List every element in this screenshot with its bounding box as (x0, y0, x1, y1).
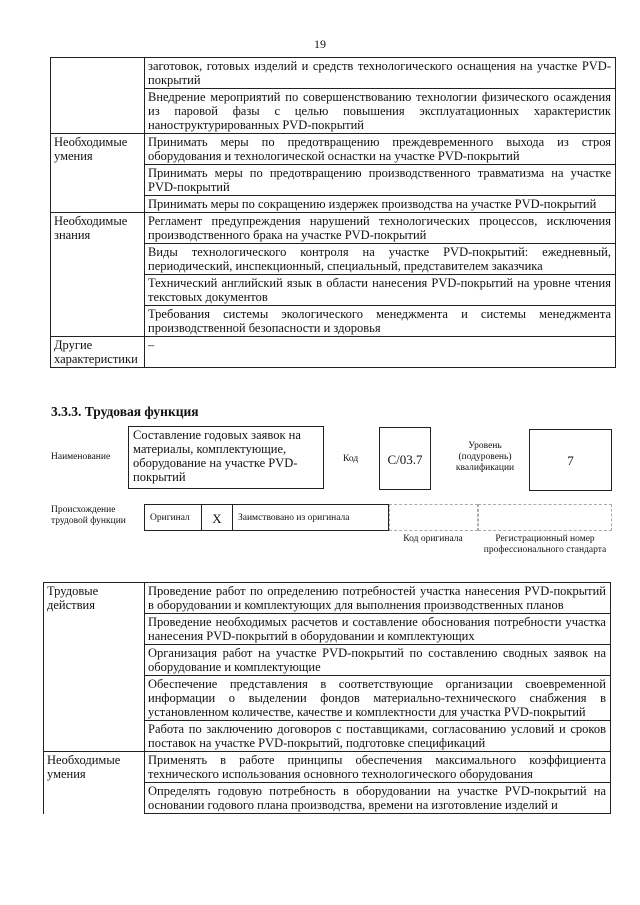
row-text: Организация работ на участке PVD-покрытий по составлению сводных заявок на оборудование и комплектующие (145, 645, 611, 676)
table-row (51, 58, 616, 89)
row-label (51, 244, 145, 275)
reg-number-caption: Регистрационный номер профессионального стандарта (483, 534, 607, 555)
row-text: Технический английский язык в области нанесения PVD-покрытий на уровне чтения текстовых документов (145, 275, 616, 306)
table-row (51, 337, 616, 368)
table-row (51, 134, 616, 165)
table-row (51, 196, 616, 213)
row-text: – (145, 337, 616, 368)
original-label: Оригинал (144, 504, 202, 531)
skills-table-continued (50, 57, 616, 368)
page-number: 19 (314, 37, 326, 51)
row-label (44, 721, 145, 752)
table-row (44, 783, 611, 814)
row-text: Работа по заключению договоров с поставщиками, согласованию условий и сроков поставок на участке PVD-покрытий, подготовке спецификаций (145, 721, 611, 752)
orig-code-caption: Код оригинала (403, 534, 463, 544)
row-text: Требования системы экологического менеджмента и системы менеджмента производственной безопасности и здоровья (145, 306, 616, 337)
labor-function-table (43, 582, 611, 814)
row-label (51, 196, 145, 213)
row-label: Необходимые умения (51, 134, 145, 165)
section-heading: 3.3.3. Трудовая функция (51, 404, 199, 419)
table-row (51, 306, 616, 337)
borrowed-label: Заимствовано из оригинала (232, 504, 389, 531)
row-text: Принимать меры по предотвращению преждевременного выхода из строя оборудования и технологической оснастки на участке PVD-покрытий (145, 134, 616, 165)
row-label (44, 676, 145, 721)
row-label: Другие характеристики (51, 337, 145, 368)
function-code-box: C/03.7 (379, 427, 431, 490)
table-row (51, 165, 616, 196)
row-text: Внедрение мероприятий по совершенствованию технологии физического осаждения из паровой фазы с целью повышения эксплуатационных характеристик наноструктурированных PVD-покрытий (145, 89, 616, 134)
row-text: Определять годовую потребность в оборудовании на участке PVD-покрытий на основании годового плана производства, времени на изготовление изделий и (145, 783, 611, 814)
table-row (44, 721, 611, 752)
qualification-level-box: 7 (529, 429, 612, 491)
row-text: заготовок, готовых изделий и средств технологического оснащения на участке PVD-покрытий (145, 58, 616, 89)
row-text: Обеспечение представления в соответствующие организации своевременной информации о выделении фондов материально-технического снабжения в установленном количестве, качестве и комплектности для участка PVD-покрытий (145, 676, 611, 721)
row-label (44, 645, 145, 676)
row-label (51, 275, 145, 306)
table-row (44, 676, 611, 721)
registration-number-field (478, 504, 612, 531)
table-row (44, 583, 611, 614)
table-row (51, 275, 616, 306)
table-row (51, 213, 616, 244)
row-text: Принимать меры по предотвращению производственного травматизма на участке PVD-покрытий (145, 165, 616, 196)
row-text: Проведение необходимых расчетов и составление обоснования потребности участка нанесения PVD-покрытий в оборудовании и комплектующих (145, 614, 611, 645)
row-text: Принимать меры по сокращению издержек производства на участке PVD-покрытий (145, 196, 616, 213)
original-mark: X (201, 504, 233, 531)
row-text: Проведение работ по определению потребностей участка нанесения PVD-покрытий в оборудовании и комплектующих для выполнения производственных планов (145, 583, 611, 614)
original-code-field (389, 504, 478, 531)
row-label (51, 89, 145, 134)
row-text: Виды технологического контроля на участке PVD-покрытий: ежедневный, периодический, инспекционный, специальный, представителем заказчика (145, 244, 616, 275)
table-row (44, 752, 611, 783)
level-label: Уровень (подуровень) квалификации (455, 441, 515, 473)
name-label: Наименование (51, 452, 111, 462)
row-label: Необходимые умения (44, 752, 145, 783)
table-row (44, 645, 611, 676)
table-row (44, 614, 611, 645)
row-label (51, 306, 145, 337)
row-label (44, 783, 145, 814)
row-label: Необходимые знания (51, 213, 145, 244)
row-text: Регламент предупреждения нарушений технологических процессов, исключения производственного брака на участке PVD-покрытий (145, 213, 616, 244)
table-row (51, 244, 616, 275)
row-label (44, 614, 145, 645)
table-row (51, 89, 616, 134)
row-label (51, 58, 145, 89)
row-text: Применять в работе принципы обеспечения максимального коэффициента технического использования основного технологического оборудования (145, 752, 611, 783)
function-name-box: Составление годовых заявок на материалы, комплектующие, оборудование на участке PVD-покрытий (128, 426, 324, 489)
origin-row (144, 504, 389, 531)
row-label: Трудовые действия (44, 583, 145, 614)
origin-label: Происхождение трудовой функции (51, 505, 126, 526)
row-label (51, 165, 145, 196)
code-label: Код (343, 454, 359, 464)
